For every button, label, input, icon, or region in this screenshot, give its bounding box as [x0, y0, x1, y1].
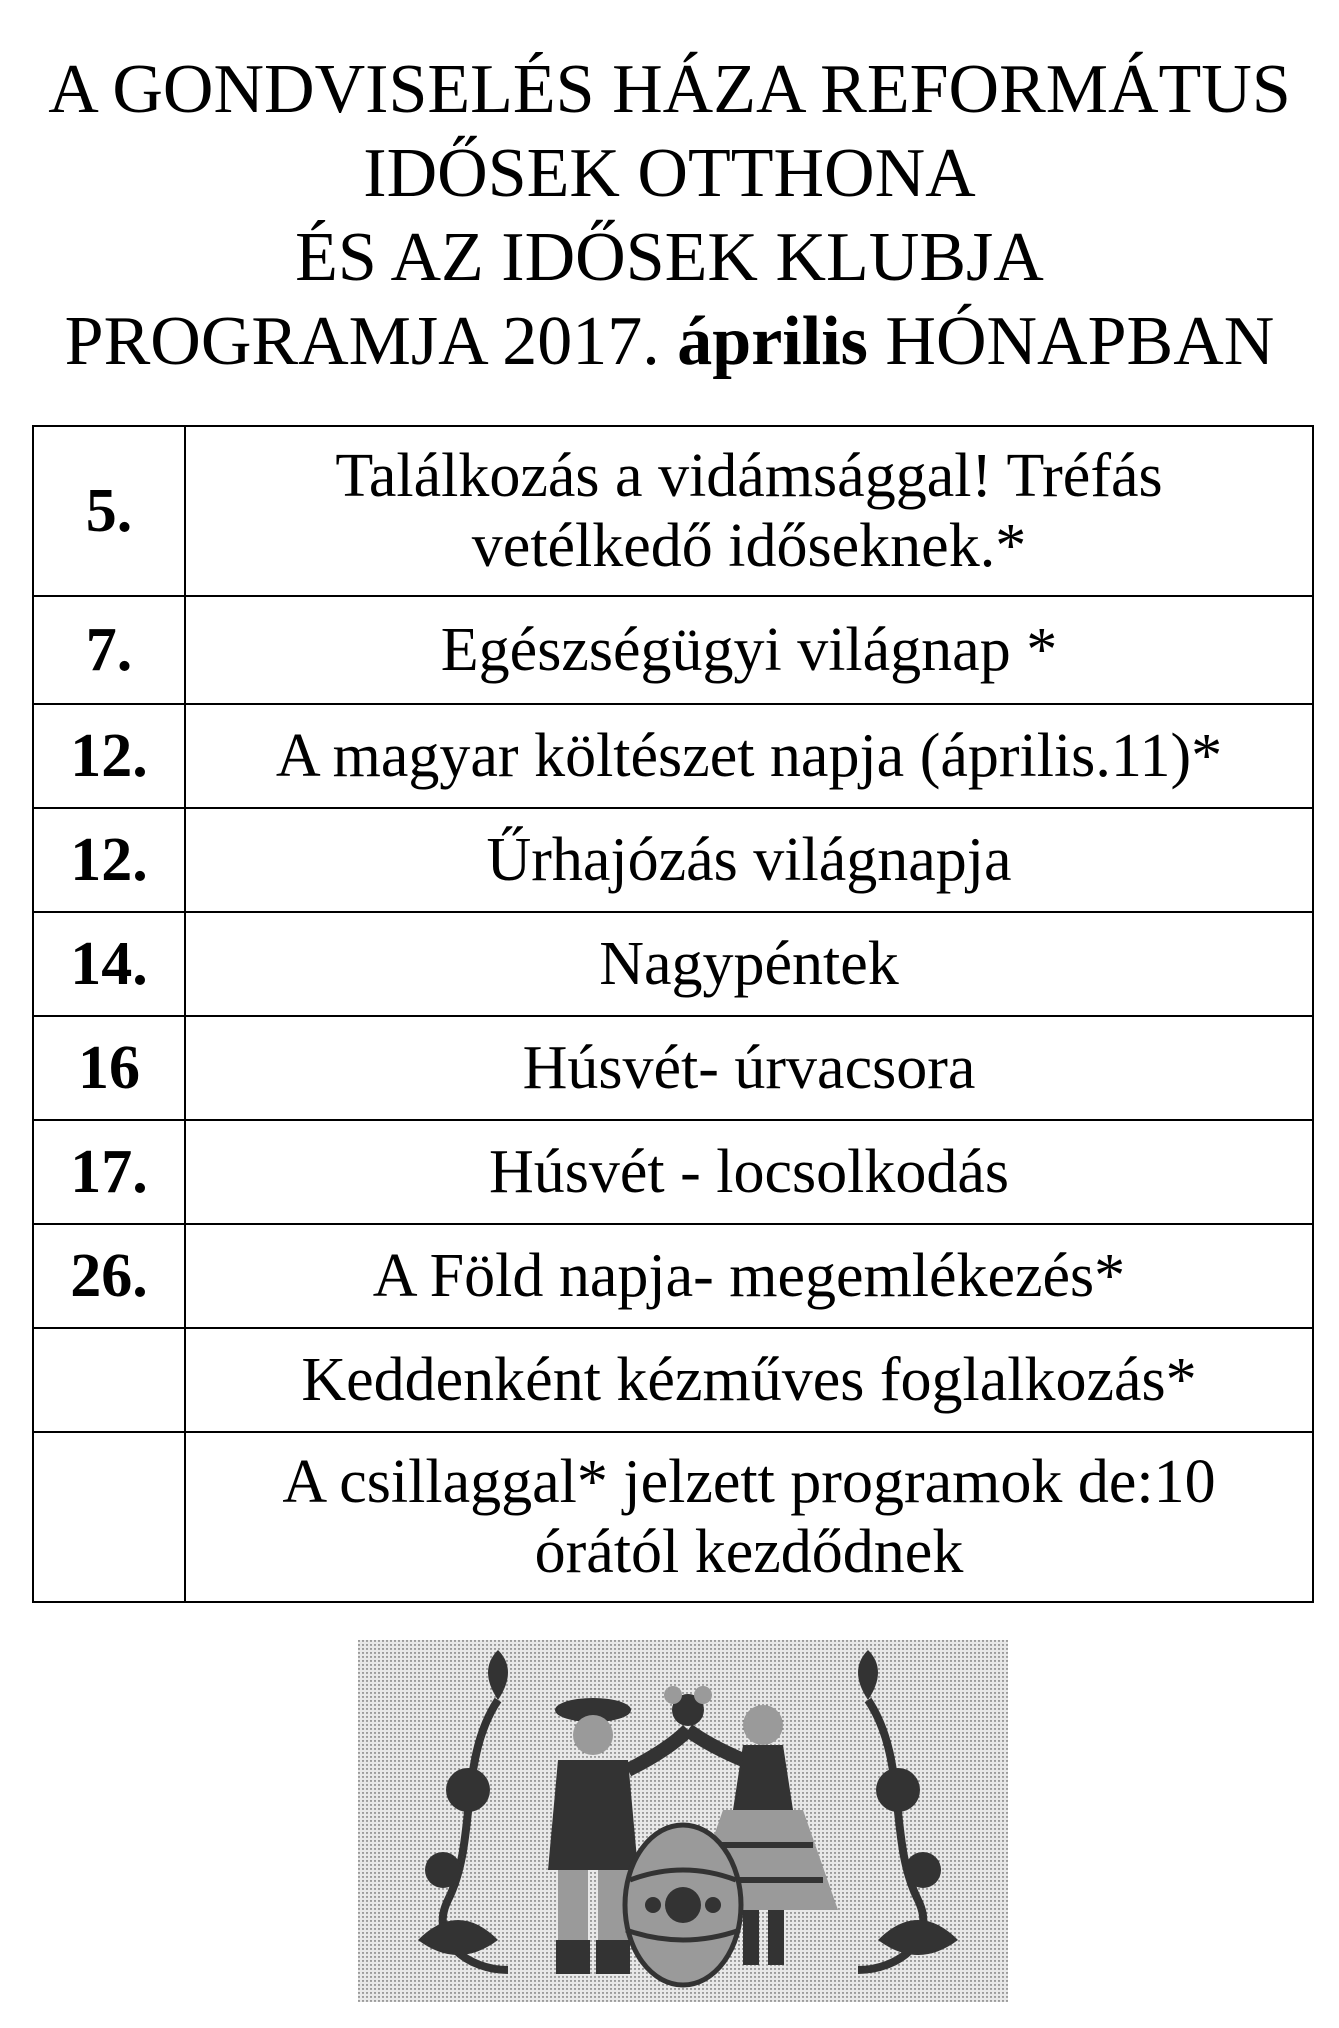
program-cell: Egészségügyi világnap * — [185, 596, 1313, 704]
program-cell — [185, 1432, 1313, 1602]
title-line-4 — [0, 300, 1339, 384]
program-text: órától kezdődnek — [534, 1518, 964, 1586]
title-program-year: PROGRAMJA 2017. — [64, 303, 660, 380]
day-cell: 26. — [33, 1224, 185, 1328]
program-cell: Űrhajózás világnapja — [185, 808, 1313, 912]
table-row — [33, 1120, 1313, 1224]
table-row — [33, 1224, 1313, 1328]
easter-couple-icon — [358, 1640, 1008, 2002]
day-cell — [33, 1432, 185, 1602]
program-cell — [185, 426, 1313, 596]
title-line-2: IDŐSEK OTTHONA — [363, 135, 976, 212]
program-table — [32, 425, 1314, 1603]
title-month-suffix: HÓNAPBAN — [885, 303, 1275, 380]
title-line-3: ÉS AZ IDŐSEK KLUBJA — [295, 219, 1044, 296]
day-cell: 16 — [33, 1016, 185, 1120]
program-cell: Keddenként kézműves foglalkozás* — [185, 1328, 1313, 1432]
day-cell: 17. — [33, 1120, 185, 1224]
program-text: Találkozás a vidámsággal! Tréfás — [335, 442, 1163, 510]
table-row — [33, 596, 1313, 704]
program-cell: A Föld napja- megemlékezés* — [185, 1224, 1313, 1328]
table-row — [33, 426, 1313, 596]
easter-folk-illustration — [358, 1640, 1008, 2002]
title-month: április — [677, 303, 868, 380]
program-text: A csillaggal* jelzett programok de:10 — [282, 1448, 1216, 1516]
table-row — [33, 704, 1313, 808]
day-cell — [33, 1328, 185, 1432]
table-row — [33, 1328, 1313, 1432]
table-row — [33, 1016, 1313, 1120]
table-row — [33, 912, 1313, 1016]
program-cell: Húsvét- úrvacsora — [185, 1016, 1313, 1120]
day-cell: 14. — [33, 912, 185, 1016]
day-cell: 7. — [33, 596, 185, 704]
day-cell: 5. — [33, 426, 185, 596]
program-cell: Húsvét - locsolkodás — [185, 1120, 1313, 1224]
day-cell: 12. — [33, 808, 185, 912]
program-cell: Nagypéntek — [185, 912, 1313, 1016]
decorated-egg-icon — [625, 1825, 741, 1985]
table-row — [33, 808, 1313, 912]
title-line-1: A GONDVISELÉS HÁZA REFORMÁTUS — [48, 51, 1291, 128]
table-row — [33, 1432, 1313, 1602]
program-cell: A magyar költészet napja (április.11)* — [185, 704, 1313, 808]
day-cell: 12. — [33, 704, 185, 808]
page-title — [0, 48, 1339, 384]
program-text: vetélkedő időseknek.* — [471, 512, 1027, 580]
